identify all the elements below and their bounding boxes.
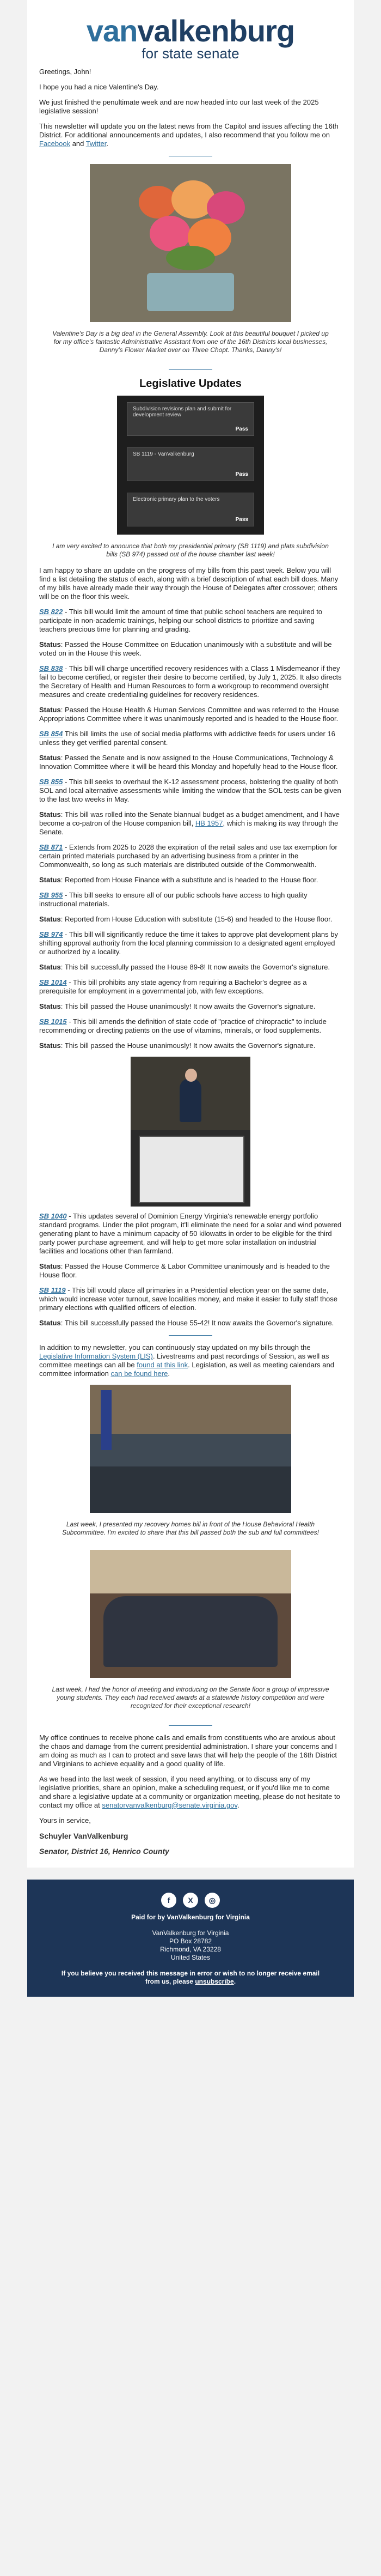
- status-text: : Reported from House Education with substitute (15-6) and headed to the House floor.: [60, 915, 333, 923]
- address-line: Richmond, VA 23228: [160, 1945, 221, 1953]
- logo-subtitle: for state senate: [142, 45, 239, 62]
- bill-description: [39, 1286, 342, 1312]
- status-text: : Passed the House Health & Human Services Committee and was referred to the House Appropriations Committee where it was unanimously reported and is headed to the House floor.: [39, 706, 339, 723]
- bill-status: [39, 810, 342, 837]
- bill-description: [39, 1017, 342, 1035]
- subcommittee-photo: [90, 1385, 291, 1513]
- dais: [90, 1385, 291, 1434]
- status-text: , which is making its way through the Senate.: [39, 819, 339, 836]
- subcommittee-caption: Last week, I presented my recovery homes bill in front of the House Behavioral Health Subcommittee. I'm excited to share that this bill passed both the sub and full committees!: [62, 1520, 319, 1536]
- bill-summary: - This bill seeks to ensure all of our public schools have access to high quality instructional materials.: [39, 891, 308, 908]
- intro-paragraph-2: [39, 122, 342, 148]
- vote-slide-text: Subdivision revisions plan and submit for development review: [133, 406, 232, 418]
- vote-slide-result: Pass: [235, 471, 248, 477]
- greeting: Greetings, John!: [39, 68, 91, 76]
- valentine-line: I hope you had a nice Valentine's Day.: [39, 83, 159, 91]
- status-text: : Reported from House Finance with a substitute and is headed to the House floor.: [60, 876, 318, 884]
- lis-text: In addition to my newsletter, you can continuously stay updated on my bills through the: [39, 1343, 311, 1351]
- lis-text: . Livestreams and past recordings of Session, as well as committee meetings can all be: [39, 1352, 329, 1369]
- divider: [169, 369, 212, 370]
- status-text: : This bill successfully passed the House 55-42! It now awaits the Governor's signature.: [60, 1319, 334, 1327]
- status-label: Status: [39, 1002, 61, 1010]
- bill-description: [39, 1212, 342, 1256]
- status-label: Status: [39, 1262, 61, 1270]
- bill-description: [39, 978, 342, 996]
- bill-status: [39, 1319, 342, 1328]
- bill-summary: - This updates several of Dominion Energy Virginia's renewable energy portfolio standard programs. Under the pilot program, it'll eliminate the need for a solar and wind powered generating plant to have a minimum capacity of 50 kilowatts in order to be eligible for the third party power purchase agreement, and will help to get more solar installation on industrial facilities and locations other than farmland.: [39, 1212, 342, 1255]
- vote-slide-result: Pass: [235, 426, 248, 432]
- bill-link[interactable]: SB 955: [39, 891, 63, 899]
- vote-slide-text: SB 1119 - VanValkenburg: [133, 451, 194, 457]
- bouquet-caption: Valentine's Day is a big deal in the General Assembly. Look at this beautiful bouquet I picked up for my office's fantastic Administrative Assistant from one of the 16th Districts local businesses, Danny's Flower Market over on Three Chopt. Thanks, Danny's!: [52, 330, 329, 354]
- intro-section: [27, 68, 354, 148]
- bill-status: [39, 1041, 342, 1050]
- x-twitter-icon[interactable]: X: [183, 1893, 198, 1908]
- bill-description: [39, 608, 342, 634]
- footer: [27, 1880, 354, 1997]
- bills-list-2: [39, 1212, 342, 1328]
- bills-list: [39, 608, 342, 1050]
- status-label: Status: [39, 1319, 61, 1327]
- presenter-head: [185, 1069, 197, 1082]
- bill-link[interactable]: SB 1014: [39, 978, 67, 986]
- bill-link[interactable]: SB 1015: [39, 1017, 67, 1026]
- status-label: Status: [39, 876, 61, 884]
- instagram-icon[interactable]: ◎: [205, 1893, 220, 1908]
- paid-for-notice: Paid for by VanValkenburg for Virginia: [131, 1913, 250, 1921]
- chamber-wall: [90, 1550, 291, 1593]
- unsubscribe-notice: [27, 1969, 354, 1986]
- bill-summary: - This bill will charge uncertified recovery residences with a Class 1 Misdemeanor if they fail to become certified, or register their desire to become certified, by July 1, 2025. It also directs the Secretary of Health and Human Resources to form a workgroup to recommend oversight measures and create credentialing guidelines for recovery residences.: [39, 664, 342, 699]
- status-label: Status: [39, 754, 61, 762]
- bill-summary: - This bill will significantly reduce the time it takes to approve plat development plans by shifting approval authority from the local planning commission to a designated agent employed or authorized by a locality.: [39, 930, 338, 956]
- bill-link[interactable]: SB 854: [39, 730, 63, 738]
- status-text: : This bill successfully passed the House 89-8! It now awaits the Governor's signature.: [60, 963, 330, 971]
- address-line: VanValkenburg for Virginia: [152, 1929, 229, 1937]
- vote-screen: [139, 1136, 244, 1203]
- bill-status: [39, 1262, 342, 1280]
- livestream-link[interactable]: found at this link: [137, 1361, 188, 1369]
- committee-presentation-photo: [131, 1057, 250, 1207]
- bill-link[interactable]: SB 855: [39, 778, 63, 786]
- bill-link[interactable]: SB 838: [39, 664, 63, 672]
- student-group: [103, 1596, 278, 1667]
- intro-text: This newsletter will update you on the latest news from the Capitol and issues affecting the 16th District. For additional announcements and updates, I also recommend that you follow me on: [39, 122, 339, 139]
- intro-and: and: [70, 140, 86, 148]
- intro-period: .: [106, 140, 108, 148]
- status-text: : Passed the House Commerce & Labor Committee unanimously and is headed to the House floor.: [39, 1262, 330, 1279]
- lis-text: . Legislation, as well as meeting calendars and committee information: [39, 1361, 334, 1378]
- bill-link[interactable]: SB 822: [39, 608, 63, 616]
- bill-status: [39, 640, 342, 658]
- status-text: : Passed the House Committee on Education unanimously with a substitute and will be voted on in the House this week.: [39, 640, 332, 657]
- status-label: Status: [39, 915, 61, 923]
- bouquet-photo: [90, 164, 291, 322]
- bill-description: [39, 730, 342, 747]
- bill-summary: This bill limits the use of social media platforms with addictive feeds for users under 16 unless they get verified parental consent.: [39, 730, 335, 747]
- social-links: [27, 1893, 354, 1908]
- bill-summary: - This bill would limit the amount of time that public school teachers are required to participate in non-academic trainings, helping our school districts to prioritize and saving teachers precious time for planning and grading.: [39, 608, 323, 633]
- campaign-logo: [27, 0, 354, 68]
- vote-slide-row: [127, 447, 254, 481]
- bill-description: [39, 664, 342, 699]
- address-line: United States: [170, 1954, 211, 1961]
- newsletter-card: [27, 0, 354, 1868]
- vase: [147, 273, 234, 311]
- vote-slide-row: [127, 493, 254, 526]
- presenter-figure: [180, 1078, 201, 1122]
- vote-results-photo: [117, 396, 264, 535]
- sign-off: Yours in service,: [39, 1816, 91, 1825]
- status-label: Status: [39, 1041, 61, 1050]
- bills-section-2: [27, 1212, 354, 1328]
- status-label: Status: [39, 810, 61, 819]
- address-line: PO Box 28782: [169, 1937, 212, 1945]
- students-photo: [90, 1550, 291, 1678]
- divider: [169, 1335, 212, 1336]
- bill-link[interactable]: SB 1040: [39, 1212, 67, 1220]
- vote-slide-row: [127, 402, 254, 436]
- bill-summary: - This bill seeks to overhaul the K-12 assessment process, bolstering the quality of both SOL and local alternative assessments while limiting the window that the SOL tests can be given to the last two weeks in May.: [39, 778, 341, 803]
- lis-paragraph: [39, 1343, 342, 1378]
- flag: [101, 1390, 112, 1450]
- signature-name: Schuyler VanValkenburg: [39, 1832, 128, 1840]
- bills-intro: I am happy to share an update on the progress of my bills from this past week. Below you will find a list detailing the status of each, along with a brief description of what each bill does. Many of my bills have already made their way through the House of Delegates after crossover; others will be on the floor this week.: [39, 566, 339, 601]
- bill-description: [39, 778, 342, 804]
- intro-paragraph-1: We just finished the penultimate week and are now headed into our last week of the 2025 legislative session!: [39, 98, 319, 115]
- status-text: : Passed the Senate and is now assigned to the House Communications, Technology & Innovation Committee where it will be heard this Monday and hopefully head to the House floor.: [39, 754, 338, 771]
- unsubscribe-text: If you believe you received this message in error or wish to no longer receive email from us, please: [61, 1969, 320, 1985]
- vote-slide-result: Pass: [235, 517, 248, 523]
- lis-link[interactable]: Legislative Information System (LIS): [39, 1352, 153, 1360]
- bill-summary: - Extends from 2025 to 2028 the expiration of the retail sales and use tax exemption for certain printed materials purchased by an advertising business from a printer in the Commonwealth, so long as such materials are distributed outside of the Commonwealth.: [39, 843, 337, 869]
- bill-summary: - This bill would place all primaries in a Presidential election year on the same date, which would increase voter turnout, save localities money, and make it easier to fully staff those primary elections with qualified officers of election.: [39, 1286, 337, 1312]
- status-text: : This bill passed the House unanimously! It now awaits the Governor's signature.: [60, 1002, 316, 1010]
- calendar-link[interactable]: can be found here: [110, 1369, 168, 1378]
- lis-text: .: [168, 1369, 170, 1378]
- audience: [90, 1466, 291, 1513]
- status-text: : This bill passed the House unanimously! It now awaits the Governor's signature.: [60, 1041, 316, 1050]
- bill-description: [39, 891, 342, 908]
- closing-paragraph-2: [39, 1775, 342, 1810]
- signature-role: Senator, District 16, Henrico County: [39, 1847, 169, 1856]
- bill-description: [39, 930, 342, 956]
- students-caption: Last week, I had the honor of meeting and introducing on the Senate floor a group of impressive young students. They each had received awards at a statewide history competition and were recognized for their exceptional research!: [52, 1686, 329, 1710]
- bill-status: [39, 706, 342, 723]
- companion-bill-link[interactable]: HB 1957: [195, 819, 223, 827]
- status-text: : This bill was rolled into the Senate biannual budget as a budget amendment, and I have become a co-patron of the House companion bill,: [39, 810, 340, 827]
- closing-section: [27, 1734, 354, 1856]
- bill-status: [39, 754, 342, 771]
- facebook-icon[interactable]: f: [161, 1893, 176, 1908]
- divider: [169, 1725, 212, 1726]
- bill-link[interactable]: SB 974: [39, 930, 63, 938]
- legislative-updates-title: Legislative Updates: [139, 378, 242, 390]
- bill-link[interactable]: SB 1119: [39, 1286, 66, 1294]
- status-label: Status: [39, 640, 61, 648]
- status-label: Status: [39, 706, 61, 714]
- unsubscribe-link[interactable]: unsubscribe: [195, 1978, 234, 1985]
- office-email-link[interactable]: senatorvanvalkenburg@senate.virginia.gov: [102, 1801, 237, 1809]
- bill-description: [39, 843, 342, 869]
- bill-link[interactable]: SB 871: [39, 843, 63, 851]
- bill-status: [39, 1002, 342, 1011]
- bill-status: [39, 915, 342, 924]
- closing-paragraph-1: My office continues to receive phone calls and emails from constituents who are anxious about the chaos and damage from the current presidential administration. I share your concerns and I am doing as much as I can to protect and save laws that will help the people of the 16th District and Virginians to achieve equality and a good quality of life.: [39, 1734, 337, 1768]
- logo-word-valkenburg: valkenburg: [137, 14, 295, 48]
- vote-slide-text: Electronic primary plan to the voters: [133, 496, 220, 502]
- bills-section: [27, 566, 354, 1050]
- closing-text: As we head into the last week of session, if you need anything, or to discuss any of my legislative priorities, share an opinion, make a scheduling request, or if you'd like me to come and share a legislative update at a community or organization meeting, please do not hesitate to contact my office at: [39, 1775, 340, 1809]
- logo-word-van: van: [86, 14, 138, 48]
- bill-summary: - This bill amends the definition of state code of "practice of chiropractic" to include recommending or directing patients on the use of vitamins, minerals, or food supplements.: [39, 1017, 327, 1034]
- twitter-link[interactable]: Twitter: [85, 140, 107, 148]
- bill-summary: - This bill prohibits any state agency from requiring a Bachelor's degree as a prerequisite for employment in a governmental job, with few exceptions.: [39, 978, 307, 995]
- facebook-link[interactable]: Facebook: [39, 140, 71, 148]
- bill-status: [39, 963, 342, 972]
- flower: [166, 246, 215, 270]
- closing-text: .: [237, 1801, 239, 1809]
- status-label: Status: [39, 963, 61, 971]
- unsubscribe-text: .: [233, 1978, 236, 1985]
- bill-status: [39, 876, 342, 884]
- vote-results-caption: I am very excited to announce that both my presidential primary (SB 1119) and plats subdivision bills (SB 974) passed out of the house chamber last week!: [52, 542, 329, 558]
- lis-section: [27, 1343, 354, 1378]
